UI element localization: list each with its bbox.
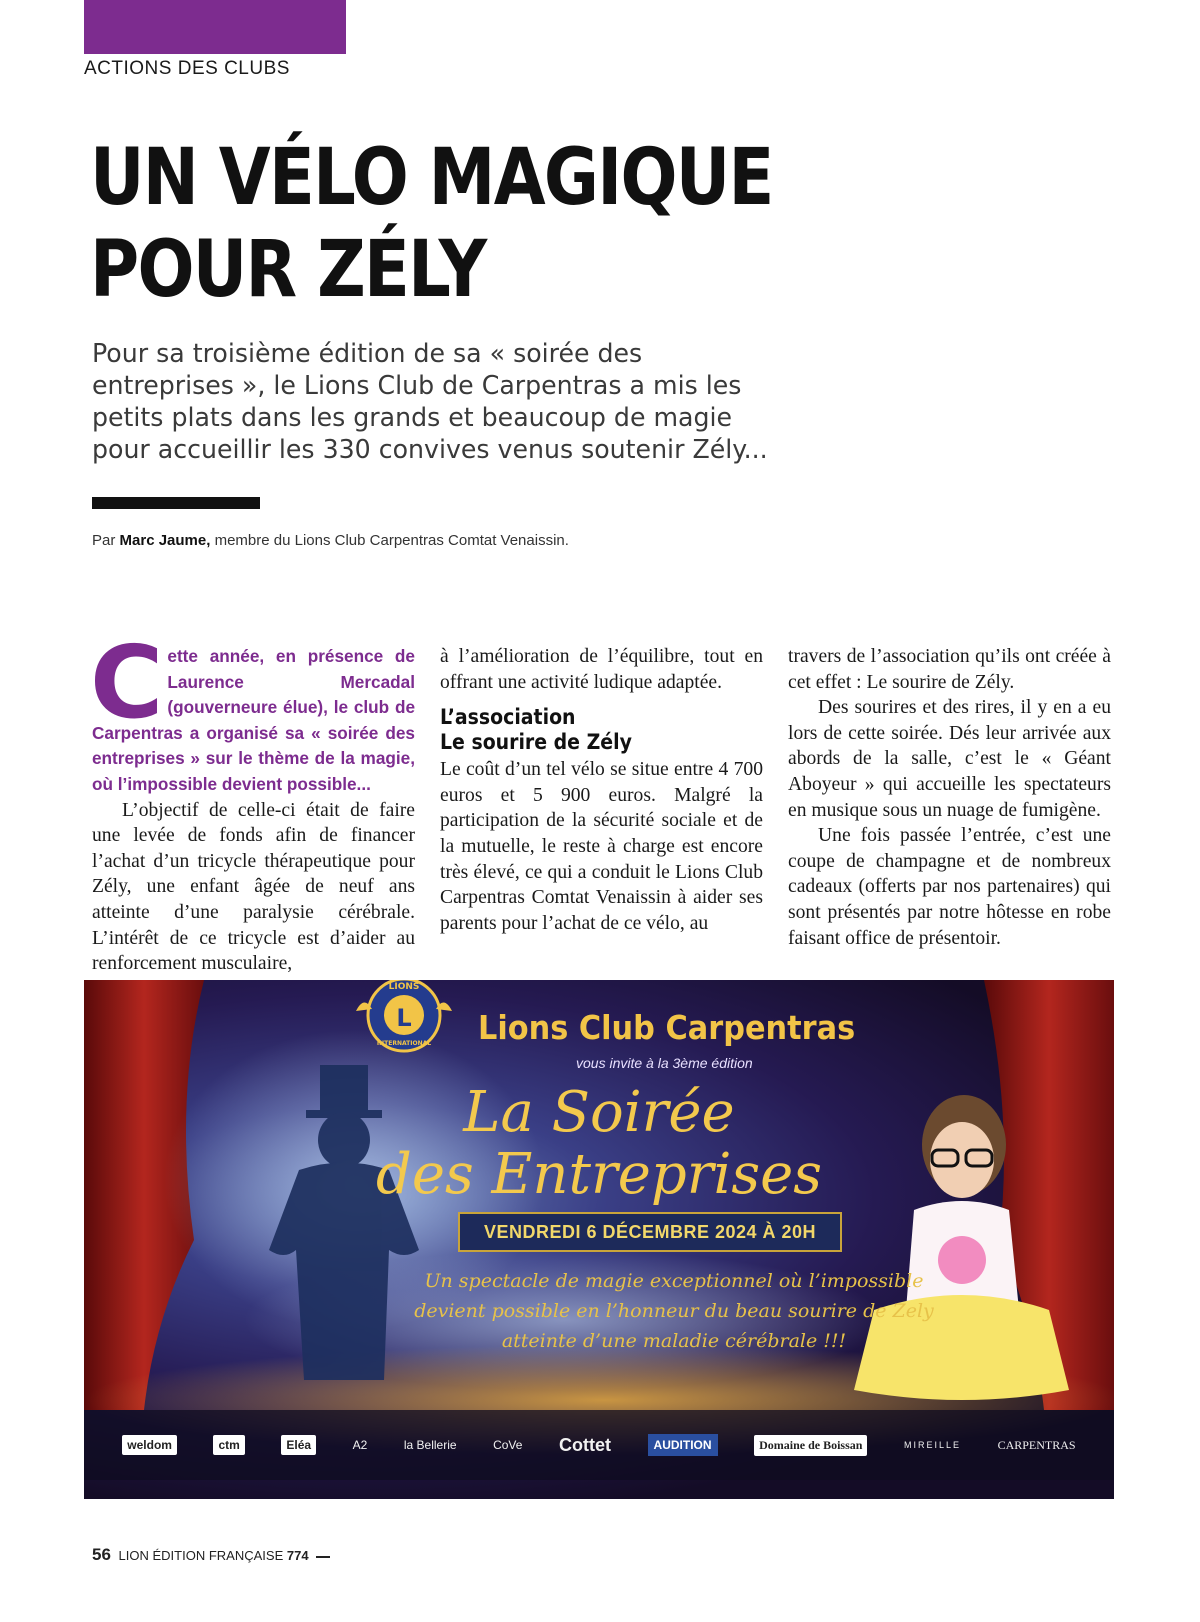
article-column-1 <box>90 624 415 977</box>
footer-dash <box>316 1556 330 1558</box>
poster-title: Lions Club Carpentras <box>478 1008 856 1047</box>
sponsor-logo: MIREILLE <box>904 1440 962 1450</box>
sponsor-logo: Cottet <box>559 1434 611 1455</box>
title-divider <box>92 497 260 509</box>
paragraph: L’objectif de celle-ci était de faire une levée de fonds afin de financer l’achat d’un tricycle thérapeutique pour Zély, une enfant âgée de neuf ans atteinte d’une paralysie cérébrale. L’intérêt de ce tricycle est d’aider au renforcement musculaire, <box>92 799 415 975</box>
sponsor-logo: la Bellerie <box>403 1438 457 1452</box>
paragraph: travers de l’association qu’ils ont créée à cet effet : Le sourire de Zély. <box>788 646 1111 693</box>
article-column-2 <box>440 644 763 936</box>
poster-slogan-line-2: devient possible en l’honneur du beau sourire de Zely <box>414 1300 934 1322</box>
sponsor-logo: A2 <box>352 1438 368 1452</box>
article-column-3 <box>788 644 1111 951</box>
poster-event-name-line-2: des Entreprises <box>375 1142 823 1207</box>
sponsor-logo: CoVe <box>493 1438 523 1452</box>
poster-date: VENDREDI 6 DÉCEMBRE 2024 À 20H <box>458 1212 842 1252</box>
subheading-line-2: Le sourire de Zély <box>440 730 632 755</box>
section-rubric: ACTIONS DES CLUBS <box>84 58 290 79</box>
paragraph: à l’amélioration de l’équilibre, tout en offrant une activité ludique adaptée. <box>440 646 763 693</box>
paragraph: Une fois passée l’entrée, c’est une coupe de champagne et de nombreux cadeaux (offerts par nos partenaires) qui sont présentés par notre hôtesse en robe faisant office de présentoir. <box>788 825 1111 949</box>
page-number: 56 <box>92 1545 111 1564</box>
sponsor-logo: AUDITION <box>648 1434 718 1456</box>
event-poster <box>84 980 1114 1499</box>
section-subheading <box>440 705 764 755</box>
lions-logo-letter: L <box>396 1004 412 1032</box>
paragraph: Des sourires et des rires, il y en a eu lors de cette soirée. Dés leur arrivée aux abords de la salle, c’est le « Géant Aboyeur » qui accueille les spectateurs en musique sous un nuage de fumigène. <box>788 697 1111 821</box>
paragraph: Le coût d’un tel vélo se situe entre 4 700 euros et 5 900 euros. Malgré la participation de la sécurité sociale et de la mutuelle, le reste à charge est encore très élevé, ce qui a conduit le Lions Club Carpentras Comtat Venaissin à aider ses parents pour l’achat de ce vélo, au <box>440 759 763 934</box>
subheading-line-1: L’association <box>440 705 576 730</box>
sponsor-logo: ctm <box>213 1435 244 1455</box>
page-footer <box>92 1545 330 1565</box>
poster-event-name-line-1: La Soirée <box>463 1080 735 1145</box>
publication-name: LION ÉDITION FRANÇAISE <box>118 1548 284 1563</box>
poster-invite: vous invite à la 3ème édition <box>576 1055 753 1071</box>
sponsor-logo: Eléa <box>281 1435 316 1455</box>
byline-author: Marc Jaume, <box>119 532 211 549</box>
article-title-line-1: UN VÉLO MAGIQUE <box>90 133 773 223</box>
section-color-bar <box>84 0 346 54</box>
byline-prefix: Par <box>92 532 116 549</box>
byline <box>92 532 569 549</box>
poster-slogan-line-3: atteinte d’une maladie cérébrale !!! <box>501 1330 847 1352</box>
byline-role: membre du Lions Club Carpentras Comtat Venaissin. <box>210 532 569 549</box>
issue-number: 774 <box>286 1548 309 1563</box>
sponsor-logos <box>84 1410 1114 1480</box>
article-title <box>90 132 773 316</box>
lions-logo-bottom: INTERNATIONAL <box>376 1040 432 1047</box>
article-title-line-2: POUR ZÉLY <box>90 225 486 315</box>
sponsor-logo: weldom <box>122 1435 177 1455</box>
sponsor-logo: Domaine de Boissan <box>754 1435 867 1456</box>
lions-logo-top: LIONS <box>388 982 420 992</box>
article-intro: ette année, en présence de Laurence Mercadal (gouverneure élue), le club de Carpentras a organisé sa « soirée des entreprises » sur le thème de la magie, où l’impossible devient possible... <box>92 646 415 794</box>
sponsor-logo: CARPENTRAS <box>997 1437 1076 1452</box>
article-lead: Pour sa troisième édition de sa « soirée des entreprises », le Lions Club de Carpentras a mis les petits plats dans les grands et beaucoup de magie pour accueillir les 330 convives venus soutenir Zély... <box>92 339 768 465</box>
poster-slogan-line-1: Un spectacle de magie exceptionnel où l’impossible <box>424 1270 924 1292</box>
drop-cap: C <box>90 624 164 741</box>
